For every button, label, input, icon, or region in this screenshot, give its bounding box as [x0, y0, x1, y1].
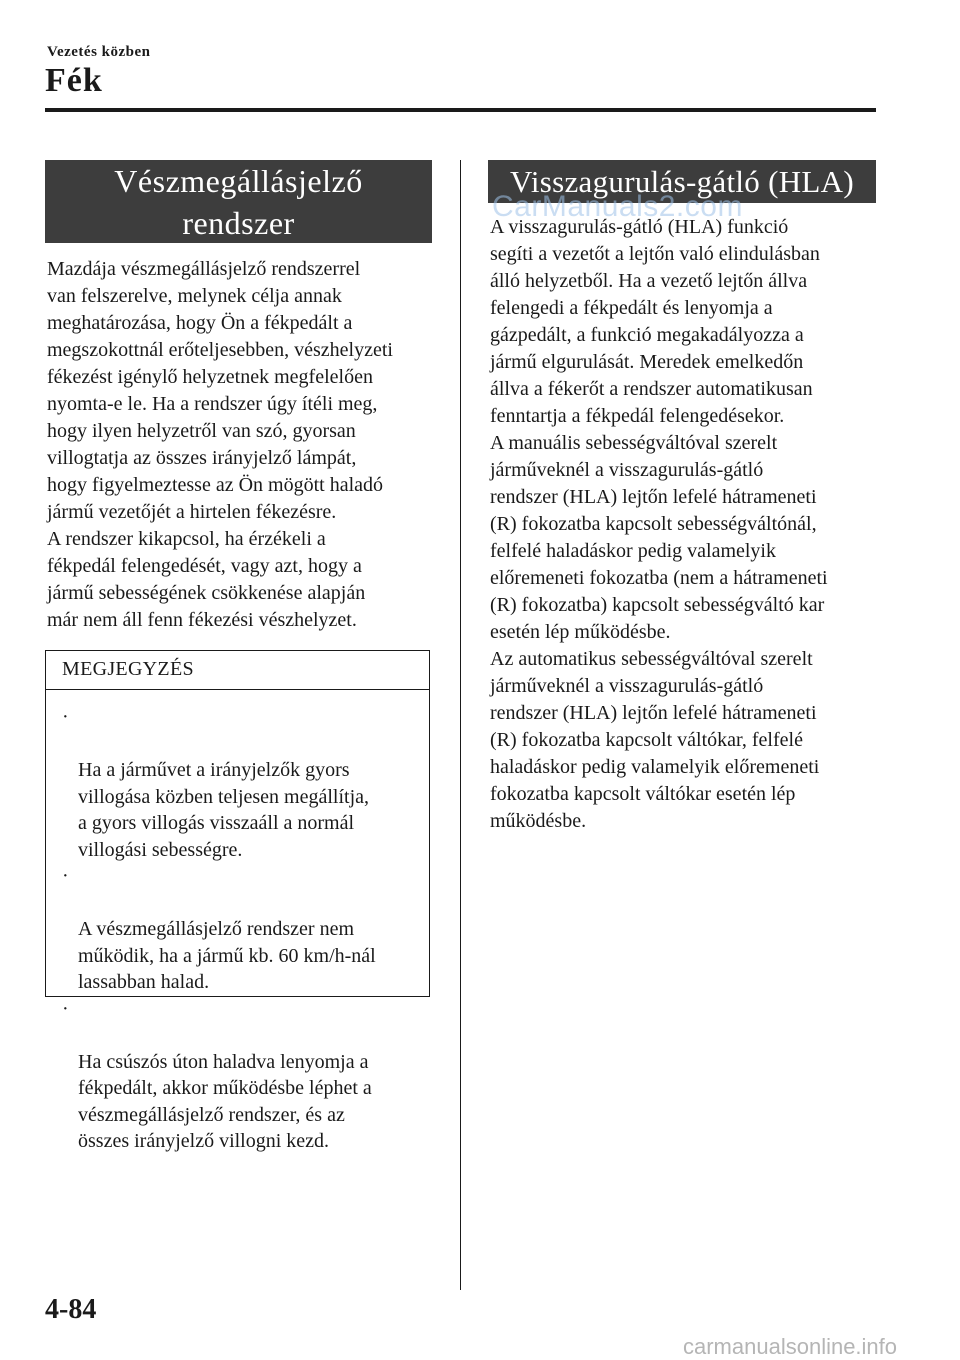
note-item	[46, 996, 429, 1155]
note-title: MEGJEGYZÉS	[46, 651, 429, 690]
note-item	[46, 863, 429, 996]
note-item-text: A vészmegállásjelző rendszer nem működik, ha a jármű kb. 60 km/h-nál lassabban halad.	[78, 918, 376, 993]
bullet-icon: ·	[62, 997, 69, 1020]
note-item-text: Ha csúszós úton haladva lenyomja a fékpedált, akkor működésbe léphet a vészmegállásjelző rendszer, és az összes irányjelző villogni kezd.	[78, 1050, 372, 1152]
chapter-title: Vezetés közben	[47, 44, 151, 60]
note-item	[46, 704, 429, 863]
bullet-icon: ·	[62, 865, 69, 887]
column-divider	[460, 160, 461, 1290]
bullet-icon: ·	[62, 706, 69, 728]
heading-hill-launch-assist: Visszagurulás-gátló (HLA)	[488, 160, 876, 203]
heading-emergency-signal-system: Vészmegállásjelző rendszer	[45, 160, 432, 243]
note-box	[45, 650, 430, 1152]
hill-launch-assist-body-text: A visszagurulás-gátló (HLA) funkció segíti a vezetőt a lejtőn való elindulásban álló helyzetből. Ha a vezető lejtőn állva felengedi a fékpedált és lenyomja a gázpedált, a funkció megakadályozza a jármű elgurulását. Meredek emelkedőn állva a fékerőt a rendszer automatikusan fenntartja a fékpedál felengedésekor. A manuális sebességváltóval szerelt járműveknél a visszagurulás-gátló rendszer (HLA) lejtőn lefelé hátrameneti (R) fokozatba kapcsolt sebességváltónál, felfelé haladáskor pedig valamelyik előremeneti fokozatba (nem a hátrameneti (R) fokozatba) kapcsolt sebességváltó kar esetén lép működésbe. Az automatikus sebességváltóval szerelt járműveknél a visszagurulás-gátló rendszer (HLA) lejtőn lefelé hátrameneti (R) fokozatba kapcsolt váltókar, felfelé haladáskor pedig valamelyik előremeneti fokozatba kapcsolt váltókar esetén lép működésbe.	[490, 216, 828, 832]
note-item-text: Ha a járművet a irányjelzők gyors villogása közben teljesen megállítja, a gyors villogás visszaáll a normál villogási sebességre.	[78, 759, 370, 861]
page-number: 4-84	[45, 1294, 97, 1325]
watermark-carmanuals2[interactable]: CarManuals2.com	[492, 190, 743, 223]
header-divider	[45, 108, 876, 112]
note-list	[46, 690, 429, 1155]
emergency-signal-body-text: Mazdája vészmegállásjelző rendszerrel van felszerelve, melynek célja annak meghatározása, hogy Ön a fékpedált a megszokottnál erőteljesebben, vészhelyzeti fékezést igénylő helyzetnek megfelelően nyomta-e le. Ha a rendszer úgy ítéli meg, hogy ilyen helyzetről van szó, gyorsan villogtatja az összes irányjelző lámpát, hogy figyelmeztesse az Ön mögött haladó jármű vezetőjét a hirtelen fékezésre. A rendszer kikapcsol, ha érzékeli a fékpedál felengedését, vagy azt, hogy a jármű sebességének csökkenése alapján már nem áll fenn fékezési vészhelyzet.	[47, 258, 393, 631]
watermark-carmanualsonline[interactable]: carmanualsonline.info	[683, 1334, 898, 1359]
section-title: Fék	[45, 62, 103, 99]
